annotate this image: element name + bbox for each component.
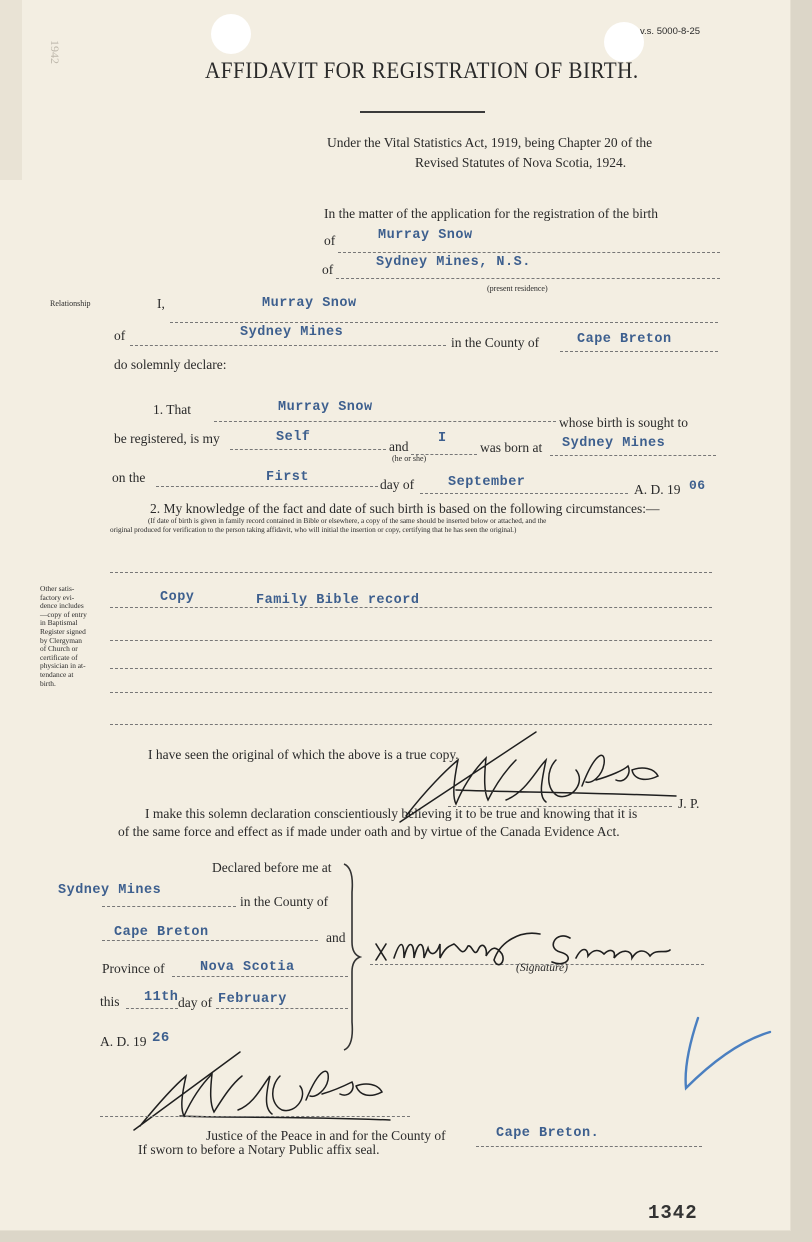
birth-year-value: 06 [689,478,706,493]
declared-place-value: Sydney Mines [58,883,162,898]
residence-value: Sydney Mines, N.S. [376,255,531,270]
jp-signature [396,730,686,830]
field-line [420,493,628,494]
page-number: 1342 [648,1202,698,1224]
evidence-line-1 [110,572,712,573]
signature-caption: (Signature) [516,962,568,974]
i-label: I, [157,296,165,311]
punch-hole-right [604,22,644,62]
item2-text: 2. My knowledge of the fact and date of such birth is based on the following circumstances:— [150,501,660,516]
birth-month-value: September [448,475,526,490]
evidence-value-1: Copy [160,590,195,605]
field-line [130,345,446,346]
declared-day-value: 11th [144,990,179,1005]
justice-signature-line [100,1116,410,1117]
province-label: Province of [102,961,165,976]
field-line [172,976,348,977]
field-line [102,906,236,907]
evidence-line-4 [110,668,712,669]
justice-line-text: Justice of the Peace in and for the County of [206,1128,446,1143]
declared-ad-label: A. D. 19 [100,1034,147,1049]
field-line [560,351,718,352]
declarant-place-value: Sydney Mines [240,325,344,340]
sought-label: whose birth is sought to [559,415,689,430]
pronoun-value: I [438,431,447,446]
jp-label: J. P. [678,796,700,811]
solemn-line-1: I make this solemn declaration conscientiously believing it to be true and knowing that it is [145,806,638,821]
born-at-value: Sydney Mines [562,436,666,451]
evidence-value-2: Family Bible record [256,593,420,608]
field-line [156,486,378,487]
form-code: v.s. 5000-8-25 [640,26,701,37]
intro-line-2: Revised Statutes of Nova Scotia, 1924. [415,155,627,170]
justice-county-value: Cape Breton. [496,1126,600,1141]
day-of-label: day of [178,995,213,1010]
evidence-line-3 [110,640,712,641]
relation-value: Self [276,430,311,445]
declared-county-label: in the County of [240,894,329,909]
punch-hole-left [211,14,251,54]
of-label: of [114,328,126,343]
matter-line: In the matter of the application for the registration of the birth [324,206,659,221]
of-label: of [322,262,334,277]
item2-note-line1: (If date of birth is given in family record contained in Bible or elsewhere, a copy of the same should be inserted below or attached, and the [148,517,547,525]
check-mark [676,1012,776,1096]
residence-caption: (present residence) [487,284,548,293]
declare-label: do solemnly declare: [114,357,227,372]
this-label: this [100,994,120,1009]
notary-text: If sworn to before a Notary Public affix seal. [138,1142,380,1157]
field-line [336,278,720,279]
field-line [550,455,716,456]
corner-stamp: 1942 [48,40,62,64]
evidence-line-6 [110,724,712,725]
declarant-name-value: Murray Snow [262,296,357,311]
field-line [214,421,556,422]
relationship-label: Relationship [50,299,91,308]
of-label: of [324,233,336,248]
declared-year-value: 26 [152,1030,170,1046]
birth-day-value: First [266,470,310,485]
and-label: and [326,930,346,945]
declared-county-value: Cape Breton [114,925,209,940]
seen-original-text: I have seen the original of which the above is a true copy. [148,747,459,762]
side-note: Other satis- factory evi- dence includes —copy of entry in Baptismal Register signed by Clergyman of Church or certificate of physician in at- tendance at birth. [40,584,87,688]
field-line [230,449,386,450]
declarant-county-value: Cape Breton [577,332,672,347]
ad-label: A. D. 19 [634,482,681,497]
field-line [338,252,720,253]
field-line [126,1008,178,1009]
field-line [216,1008,348,1009]
field-line [476,1146,702,1147]
he-she-caption: (he or she) [392,454,427,463]
brace-bracket [340,862,362,1052]
declared-month-value: February [218,992,287,1007]
day-of-label: day of [380,477,415,492]
county-label: in the County of [451,335,540,350]
solemn-line-2: of the same force and effect as if made under oath and by virtue of the Canada Evidence Act. [118,824,620,839]
field-line [170,322,718,323]
declared-before-label: Declared before me at [212,860,332,875]
and-label: and [389,439,409,454]
on-the-label: on the [112,470,146,485]
item2-note-line2: original produced for verification to the person taking affidavit, who will initial the insertion or copy, certifying that he has seen the original.) [110,526,517,534]
field-line [102,940,318,941]
item1-that-label: 1. That [153,402,191,417]
born-at-label: was born at [480,440,543,455]
registered-label: be registered, is my [114,431,220,446]
intro-line-1: Under the Vital Statistics Act, 1919, being Chapter 20 of the [327,135,653,150]
title-rule [360,111,485,113]
child-name-value: Murray Snow [378,228,473,243]
evidence-line-5 [110,692,712,693]
province-value: Nova Scotia [200,960,295,975]
item1-name-value: Murray Snow [278,400,373,415]
page-title: AFFIDAVIT FOR REGISTRATION OF BIRTH. [205,58,639,83]
